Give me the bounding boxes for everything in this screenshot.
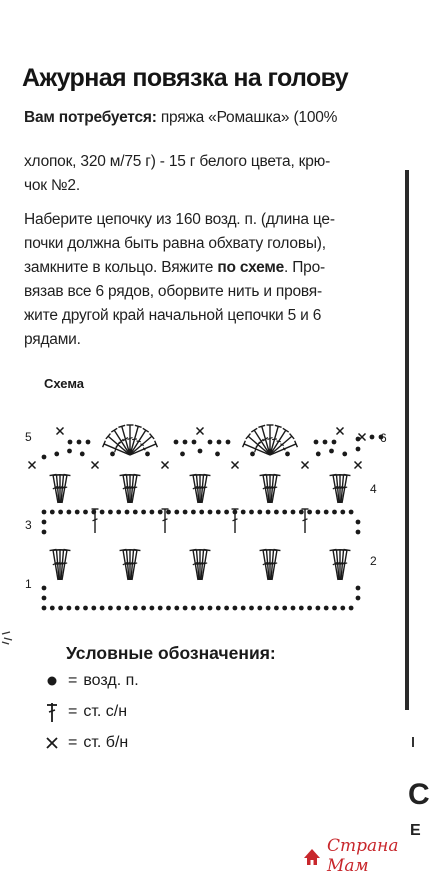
chain-dot-icon — [266, 606, 271, 611]
chain-dot-icon — [208, 440, 213, 445]
chain-dot-icon — [42, 520, 47, 525]
chain-dot-icon — [208, 510, 213, 515]
legend-text-sc: ст. б/н — [83, 734, 129, 751]
chain-dot-icon — [42, 586, 47, 591]
row-label-3: 3 — [25, 518, 32, 532]
chain-dot-icon — [332, 606, 337, 611]
article-title: Ажурная повязка на голову — [22, 64, 349, 92]
chain-dot-icon — [68, 440, 73, 445]
chain-dot-icon — [100, 606, 105, 611]
chain-dot-icon — [183, 606, 188, 611]
chain-dot-icon — [183, 510, 188, 515]
chain-dot-icon — [108, 510, 113, 515]
chain-dot-icon — [75, 510, 80, 515]
instr-line-3 — [24, 256, 386, 280]
chain-dot-icon — [250, 452, 255, 457]
legend-item-chain — [42, 669, 139, 693]
chain-dot-icon — [356, 586, 361, 591]
chain-dot-icon — [50, 510, 55, 515]
chain-dot-icon — [91, 606, 96, 611]
chain-dot-icon — [75, 606, 80, 611]
materials-text-2: хлопок, 320 м/75 г) - 15 г белого цвета, крю- — [24, 153, 331, 170]
chain-dot-icon — [349, 510, 354, 515]
chain-dot-icon — [141, 510, 146, 515]
chain-dot-icon — [42, 510, 47, 515]
chain-dot-icon — [83, 510, 88, 515]
chain-dot-icon — [226, 440, 231, 445]
double-crochet-icon — [42, 701, 62, 723]
row-label-5: 5 — [25, 430, 32, 444]
single-crochet-x-icon — [337, 428, 344, 435]
chain-dot-icon — [174, 510, 179, 515]
chain-dot-icon — [342, 452, 347, 457]
chain-dot-icon — [180, 452, 185, 457]
chain-dot-icon — [141, 606, 146, 611]
instr-line-3-bold: по схеме — [217, 259, 285, 276]
page-edge-bar — [405, 170, 409, 710]
chain-dot-icon — [249, 510, 254, 515]
chain-dot-icon — [133, 606, 138, 611]
chain-dot-icon — [233, 606, 238, 611]
materials-paragraph — [24, 106, 386, 130]
chain-dot-icon — [77, 440, 82, 445]
chain-dot-icon — [356, 596, 361, 601]
single-crochet-x-icon — [359, 434, 366, 441]
instr-line-3a: замкните в кольцо. Вяжите — [24, 259, 218, 276]
chain-dot-icon — [215, 452, 220, 457]
single-crochet-x-icon — [162, 462, 169, 469]
chain-dot-icon — [166, 510, 171, 515]
instr-line-6: рядами. — [24, 331, 81, 348]
chain-dot-icon — [125, 510, 130, 515]
scheme-label: Схема — [44, 376, 85, 391]
chain-dot-icon — [282, 606, 287, 611]
single-crochet-x-icon — [355, 462, 362, 469]
chain-dot-icon — [108, 606, 113, 611]
chain-dot-icon — [158, 510, 163, 515]
next-page-letter-2: Е — [410, 822, 421, 839]
crochet-scheme-diagram — [0, 395, 405, 625]
chain-dot-icon — [67, 510, 72, 515]
chain-dot-icon — [241, 606, 246, 611]
chain-dot-icon — [257, 510, 262, 515]
chain-dot-icon — [67, 449, 72, 454]
legend-text-dc: ст. с/н — [83, 703, 128, 720]
chain-dot-icon — [42, 455, 47, 460]
scan-artifact-mark — [0, 630, 14, 649]
chain-dot-icon — [145, 452, 150, 457]
watermark-text: Страна Мам — [327, 836, 399, 876]
instr-line-3b: . Про- — [284, 259, 325, 276]
chain-dot-icon — [116, 606, 121, 611]
legend-eq: = — [68, 672, 78, 689]
chain-dot-icon — [50, 606, 55, 611]
double-crochet-icon — [232, 509, 239, 533]
materials-text-1: пряжа «Ромашка» (100% — [156, 109, 338, 126]
chain-dot-icon — [199, 606, 204, 611]
chain-dot-icon — [285, 452, 290, 457]
chain-dot-icon — [332, 510, 337, 515]
single-crochet-x-icon — [29, 462, 36, 469]
next-page-letter: С — [408, 778, 430, 811]
row-label-4: 4 — [370, 482, 377, 496]
chain-dot-icon — [208, 606, 213, 611]
chain-dot-icon — [100, 510, 105, 515]
instr-line-5: жите другой край начальной цепочки 5 и 6 — [24, 307, 322, 324]
row-label-2: 2 — [370, 554, 377, 568]
instr-line-2: почки должна быть равна обхвату головы), — [24, 235, 326, 252]
chain-dot-icon — [356, 530, 361, 535]
chain-dot-icon — [166, 606, 171, 611]
chain-dot-icon — [174, 440, 179, 445]
chain-dot-icon — [257, 606, 262, 611]
chain-dot-icon — [274, 510, 279, 515]
materials-text-3: чок №2. — [24, 177, 80, 194]
chain-dot-icon — [340, 510, 345, 515]
chain-dot-icon — [110, 452, 115, 457]
chain-dot-icon — [356, 447, 361, 452]
chain-dot-icon — [224, 510, 229, 515]
chain-dot-icon — [241, 510, 246, 515]
chain-dot-icon — [329, 449, 334, 454]
legend-item-dc — [42, 700, 127, 724]
single-crochet-x-icon — [197, 428, 204, 435]
chain-dot-icon — [316, 606, 321, 611]
chain-dot-icon — [291, 510, 296, 515]
page-edge-mark — [412, 737, 420, 747]
chain-dot-icon — [133, 510, 138, 515]
chain-dot-icon — [191, 606, 196, 611]
chain-dot-icon — [80, 452, 85, 457]
chain-dot-icon — [158, 606, 163, 611]
chain-dot-icon — [324, 510, 329, 515]
single-crochet-x-icon — [232, 462, 239, 469]
legend-eq: = — [68, 703, 78, 720]
row-label-6: 6 — [380, 431, 387, 445]
chain-dot-icon — [198, 449, 203, 454]
chain-dot-icon — [340, 606, 345, 611]
chain-dot-icon — [323, 440, 328, 445]
chain-dot-icon — [86, 440, 91, 445]
chain-dot-icon — [217, 440, 222, 445]
chain-dot-icon — [150, 510, 155, 515]
chain-dot-icon — [42, 530, 47, 535]
watermark-logo-icon — [300, 844, 324, 868]
chain-dot-icon — [42, 606, 47, 611]
legend-item-sc — [42, 731, 128, 755]
single-crochet-x-icon — [302, 462, 309, 469]
chain-dot-icon — [216, 510, 221, 515]
chain-dot-icon — [282, 510, 287, 515]
chain-dot-icon — [116, 510, 121, 515]
chain-dot-icon — [42, 596, 47, 601]
materials-label: Вам потребуется: — [24, 109, 157, 126]
row-label-1: 1 — [25, 577, 32, 591]
single-crochet-x-icon — [42, 736, 62, 750]
chain-dot-icon — [356, 520, 361, 525]
chain-dot-icon — [316, 510, 321, 515]
chain-dot-icon — [174, 606, 179, 611]
chain-dot-icon — [349, 606, 354, 611]
chain-dot-icon — [58, 606, 63, 611]
chain-dot-icon — [316, 452, 321, 457]
chain-dot-icon — [266, 510, 271, 515]
materials-paragraph-cont — [24, 150, 386, 198]
chain-dot-icon — [199, 510, 204, 515]
instr-line-4: вязав все 6 рядов, оборвите нить и провя- — [24, 283, 322, 300]
chain-dot-icon — [299, 606, 304, 611]
chain-dot-icon — [216, 606, 221, 611]
chain-dot-icon — [125, 606, 130, 611]
chain-dot-icon — [249, 606, 254, 611]
chain-dot-icon — [191, 510, 196, 515]
instr-line-1: Наберите цепочку из 160 возд. п. (длина це- — [24, 211, 335, 228]
chain-dot-icon — [291, 606, 296, 611]
chain-dot-icon — [370, 435, 375, 440]
chain-dot-icon — [307, 606, 312, 611]
watermark — [300, 836, 419, 876]
chain-dot-icon — [314, 440, 319, 445]
legend-eq: = — [68, 734, 78, 751]
chain-dot-icon — [183, 440, 188, 445]
chain-dot-icon — [324, 606, 329, 611]
chain-dot-icon — [307, 510, 312, 515]
legend-text-chain: возд. п. — [83, 672, 139, 689]
single-crochet-x-icon — [92, 462, 99, 469]
single-crochet-x-icon — [57, 428, 64, 435]
chain-dot-icon — [58, 510, 63, 515]
instructions-paragraph — [24, 208, 386, 352]
chain-dot-icon — [224, 606, 229, 611]
chain-dot-icon — [54, 452, 59, 457]
chain-dot-icon — [83, 606, 88, 611]
legend-title: Условные обозначения: — [66, 643, 276, 663]
chain-dot-icon — [42, 675, 62, 687]
chain-dot-icon — [192, 440, 197, 445]
chain-dot-icon — [332, 440, 337, 445]
chain-dot-icon — [299, 510, 304, 515]
chain-dot-icon — [274, 606, 279, 611]
chain-dot-icon — [150, 606, 155, 611]
chain-dot-icon — [67, 606, 72, 611]
